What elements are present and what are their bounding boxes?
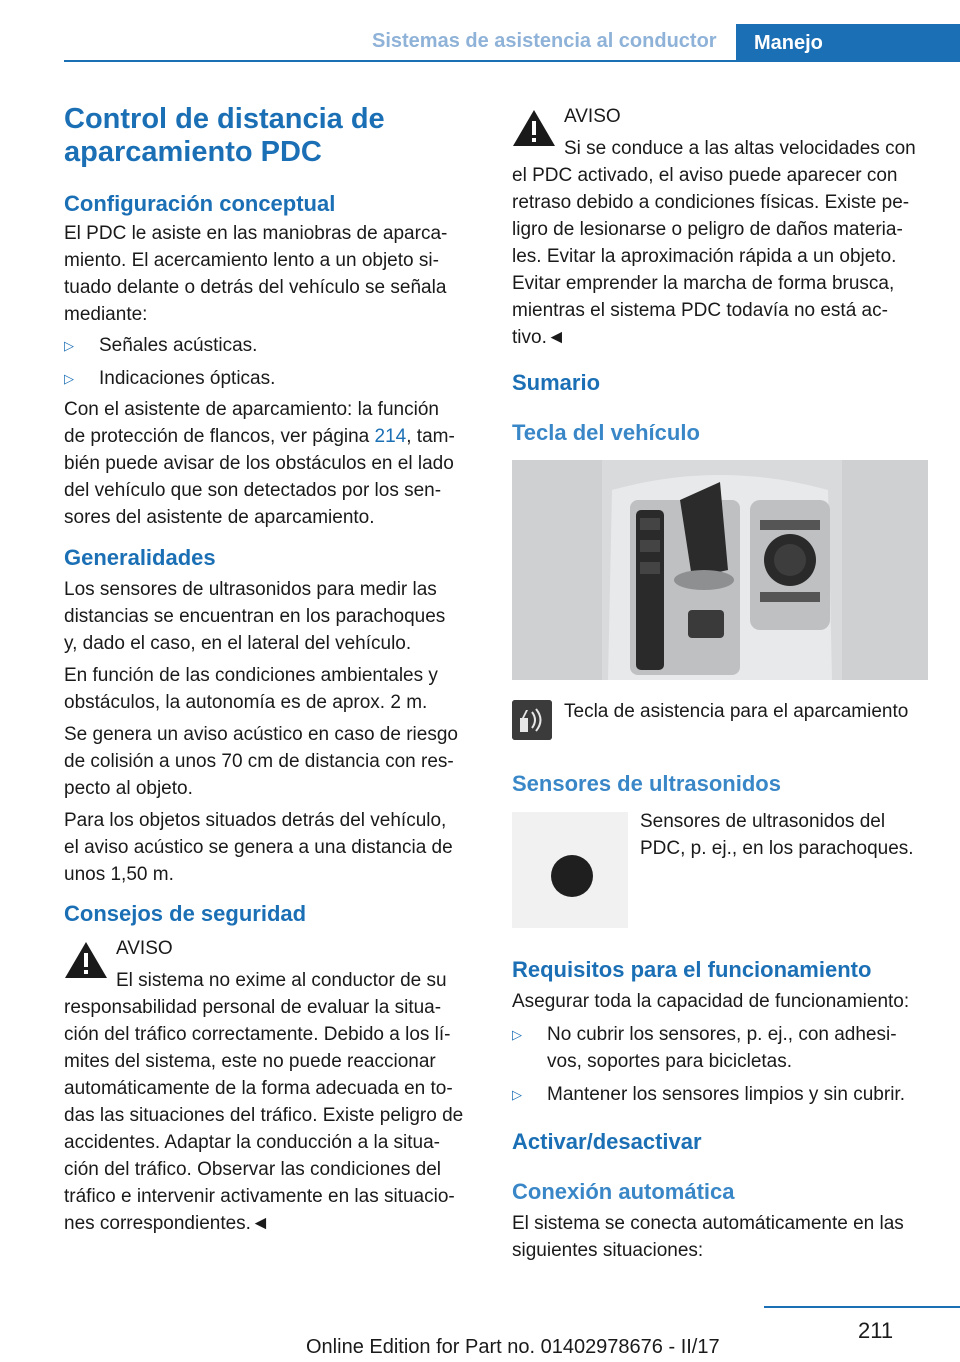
concept-line: mediante: (64, 304, 148, 325)
general-line: Los sensores de ultrasonidos para medir las (64, 579, 437, 600)
concept-line: tuado delante o detrás del vehículo se señala (64, 277, 447, 298)
concept-after-line: bién puede avisar de los obstáculos en el lado (64, 453, 454, 474)
page-number: 211 (858, 1318, 894, 1343)
general-line: pecto al objeto. (64, 778, 193, 799)
concept-line: El PDC le asiste en las maniobras de aparca‐ (64, 223, 448, 244)
header-section-title: Sistemas de asistencia al conductor (372, 30, 717, 52)
sensors-text-line: Sensores de ultrasonidos del (640, 811, 886, 832)
safety-line: accidentes. Adaptar la conducción a la situa‐ (64, 1132, 441, 1153)
bullet-triangle-icon: ▷ (64, 338, 74, 353)
general-line: y, dado el caso, en el lateral del vehículo. (64, 633, 412, 654)
warning-label: AVISO (564, 106, 621, 127)
bullet-item: Indicaciones ópticas. (99, 368, 276, 389)
ultrasonic-sensor-image (512, 812, 628, 928)
concept-after-line: del vehículo que son detectados por los sen‐ (64, 480, 442, 501)
warning-line: mientras el sistema PDC todavía no está ac‐ (512, 300, 888, 321)
auto-text-line: siguientes situaciones: (512, 1240, 704, 1261)
requirements-intro: Asegurar toda la capacidad de funcionamiento: (512, 991, 910, 1012)
bullet-item: Señales acústicas. (99, 335, 258, 356)
vehicle-key-heading: Tecla del vehículo (512, 420, 700, 445)
safety-heading: Consejos de seguridad (64, 901, 307, 926)
warning-line: tivo.◄ (512, 327, 566, 348)
general-line: distancias se encuentran en los parachoques (64, 606, 446, 627)
bullet-triangle-icon: ▷ (512, 1087, 522, 1102)
park-assist-key-icon (512, 700, 552, 740)
concept-line: miento. El acercamiento lento a un objeto si‐ (64, 250, 439, 271)
safety-line: das las situaciones del tráfico. Existe peligro de (64, 1105, 464, 1126)
general-line: En función de las condiciones ambientales y (64, 665, 438, 686)
header-chapter-tab: Manejo (736, 24, 960, 62)
requirement-line: No cubrir los sensores, p. ej., con adhesi‐ (547, 1024, 897, 1045)
safety-line: responsabilidad personal de evaluar la situa‐ (64, 997, 442, 1018)
warning-line: ligro de lesionarse o peligro de daños materia‐ (512, 219, 903, 240)
requirements-heading: Requisitos para el funcionamiento (512, 957, 872, 982)
footer-rule (764, 1306, 960, 1308)
general-heading: Generalidades (64, 545, 216, 570)
safety-line: ción del tráfico. Observar las condiciones del (64, 1159, 442, 1180)
warning-line: Evitar emprender la marcha de forma brusca, (512, 273, 895, 294)
sensor-dot (551, 855, 593, 897)
safety-line: tráfico e intervenir activamente en las situacio‐ (64, 1186, 455, 1207)
requirement-line: Mantener los sensores limpios y sin cubrir. (547, 1084, 905, 1105)
general-line: el aviso acústico se genera a una distancia de (64, 837, 453, 858)
safety-line: automáticamente de la forma adecuada en to‐ (64, 1078, 453, 1099)
bullet-triangle-icon: ▷ (64, 371, 74, 386)
page-title-line-1: Control de distancia de (64, 103, 385, 135)
general-line: unos 1,50 m. (64, 864, 174, 885)
warning-line: les. Evitar la aproximación rápida a un objeto. (512, 246, 897, 267)
warning-line: retraso debido a condiciones físicas. Existe pe‐ (512, 192, 910, 213)
warning-icon (64, 940, 108, 980)
requirement-line: vos, soportes para bicicletas. (547, 1051, 793, 1072)
page-link[interactable]: 214 (374, 426, 407, 447)
auto-connect-heading: Conexión automática (512, 1179, 735, 1204)
activate-heading: Activar/desactivar (512, 1129, 702, 1154)
concept-heading: Configuración conceptual (64, 191, 336, 216)
summary-heading: Sumario (512, 370, 601, 395)
safety-line: mites del sistema, este no puede reaccionar (64, 1051, 436, 1072)
safety-line: ción del tráfico correctamente. Debido a los lí‐ (64, 1024, 451, 1045)
concept-after-line: Con el asistente de aparcamiento: la función (64, 399, 439, 420)
concept-after-line: de protección de flancos, ver página 214, tam‐ (64, 426, 455, 447)
concept-after-line: sores del asistente de aparcamiento. (64, 507, 375, 528)
bullet-triangle-icon: ▷ (512, 1027, 522, 1042)
center-console-photo (512, 460, 928, 680)
warning-line: el PDC activado, el aviso puede aparecer con (512, 165, 898, 186)
safety-line: El sistema no exime al conductor de su (116, 970, 447, 991)
sensors-text-line: PDC, p. ej., en los parachoques. (640, 838, 914, 859)
key-caption: Tecla de asistencia para el aparcamiento (564, 701, 909, 722)
general-line: Se genera un aviso acústico en caso de riesgo (64, 724, 458, 745)
safety-line: nes correspondientes.◄ (64, 1213, 270, 1234)
edition-note: Online Edition for Part no. 01402978676 - II/17 (306, 1336, 720, 1358)
general-line: obstáculos, la autonomía es de aprox. 2 m. (64, 692, 428, 713)
warning-line: Si se conduce a las altas velocidades con (564, 138, 916, 159)
warning-icon (512, 108, 556, 148)
general-line: Para los objetos situados detrás del vehículo, (64, 810, 447, 831)
auto-text-line: El sistema se conecta automáticamente en las (512, 1213, 904, 1234)
header-rule (64, 60, 960, 62)
page-title-line-2: aparcamiento PDC (64, 136, 322, 168)
general-line: de colisión a unos 70 cm de distancia con res‐ (64, 751, 454, 772)
warning-label: AVISO (116, 938, 173, 959)
sensors-heading: Sensores de ultrasonidos (512, 771, 781, 796)
